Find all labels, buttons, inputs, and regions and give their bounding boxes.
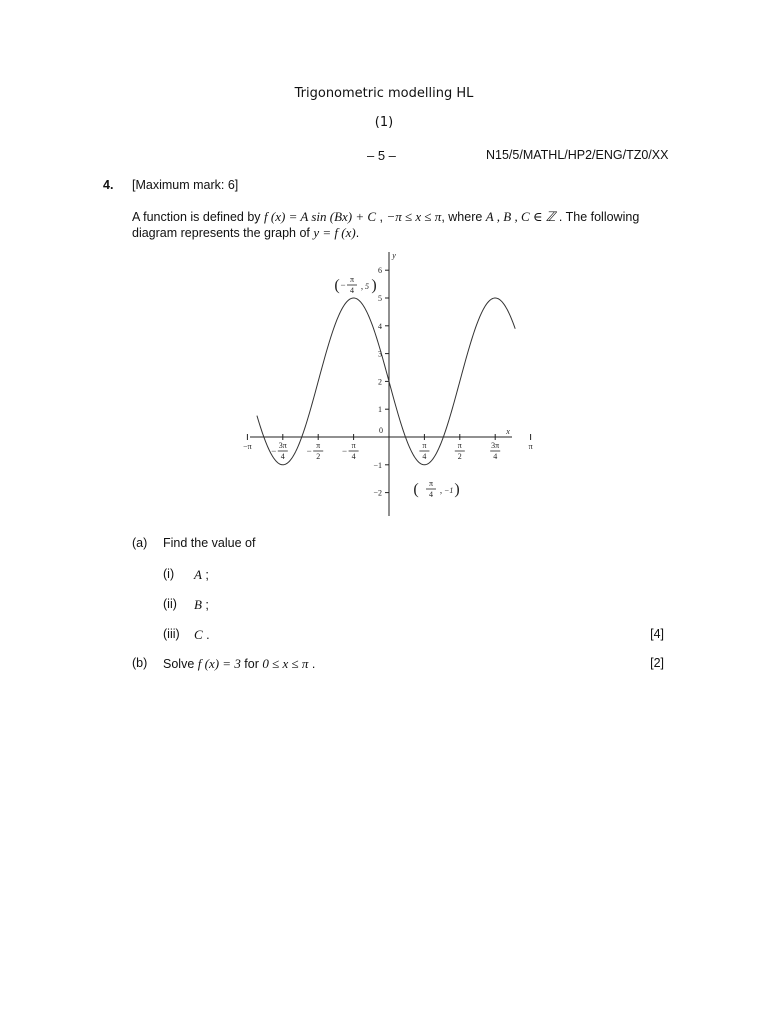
x-tick-label-den: 4 — [351, 452, 356, 461]
x-tick-label-num: π — [316, 441, 321, 450]
question-number: 4. — [103, 178, 114, 192]
x-tick-label-num: π — [422, 441, 427, 450]
x-tick-label-den: 2 — [316, 452, 321, 461]
paper-code: N15/5/MATHL/HP2/ENG/TZ0/XX — [486, 148, 669, 162]
x-tick-label: π — [528, 442, 533, 451]
x-tick-label-sign: − — [271, 446, 277, 456]
y-axis-label: y — [392, 251, 396, 260]
point-annotation-x-sign: − — [340, 280, 346, 290]
point-annotation-y: −1 — [444, 486, 454, 495]
y-tick-label: 1 — [378, 405, 382, 415]
part-a-iii-label: (iii) — [163, 627, 180, 641]
point-annotation-x-den: 4 — [350, 286, 354, 295]
document-title: Trigonometric modelling HL — [294, 86, 474, 101]
point-annotation-close-paren: ) — [454, 481, 460, 498]
x-axis-label: x — [506, 427, 510, 436]
point-annotation-open-paren: ( — [413, 481, 419, 498]
x-tick-label-sign: − — [306, 446, 312, 456]
x-tick-label-sign: − — [342, 446, 348, 456]
x-tick-label-den: 4 — [493, 452, 498, 461]
question-intro-line-1 — [132, 209, 639, 225]
x-tick-label-den: 4 — [422, 452, 427, 461]
suffix: ; — [201, 568, 209, 582]
variable-b: B — [194, 597, 202, 612]
x-tick-label-den: 2 — [457, 452, 462, 461]
suffix: . — [202, 628, 210, 642]
x-tick-label-num: π — [351, 441, 356, 450]
point-annotation-x-den: 4 — [429, 490, 433, 499]
y-tick-label: 5 — [378, 294, 382, 303]
point-annotation-comma: , — [360, 281, 364, 291]
question-intro-line-2 — [132, 225, 359, 241]
point-annotation-x-num: π — [349, 275, 355, 284]
intro-text: , — [376, 210, 387, 224]
part-a-text: Find the value of — [163, 536, 256, 550]
integer-condition: A , B , C ∈ ℤ — [485, 209, 556, 224]
point-annotation-close-paren: ) — [371, 277, 377, 294]
point-annotation-open-paren: ( — [334, 277, 340, 294]
point-annotation-comma: , — [439, 485, 443, 495]
x-tick-label-den: 4 — [280, 452, 285, 461]
intro-text: . The following — [555, 210, 640, 224]
part-b-label: (b) — [132, 656, 148, 670]
equation: f (x) = 3 — [197, 656, 241, 671]
variable-c: C — [194, 627, 203, 642]
part-a-label: (a) — [132, 536, 148, 550]
intro-text: A function is defined by — [132, 210, 265, 224]
part-b-text-c: . — [308, 657, 316, 671]
part-b-text — [163, 655, 315, 673]
part-a-ii-label: (ii) — [163, 597, 177, 611]
y-tick-label: −1 — [373, 460, 382, 470]
graph-equation: y = f (x) — [313, 225, 356, 240]
function-definition: f (x) = A sin (Bx) + C — [264, 209, 377, 224]
variable-a: A — [194, 567, 202, 582]
point-annotation-y: 5 — [365, 282, 369, 291]
intro-text: . — [355, 226, 360, 240]
part-b-marks: [2] — [650, 656, 664, 670]
question-max-marks: [Maximum mark: 6] — [132, 178, 239, 192]
function-graph — [243, 248, 533, 520]
part-b-text-a: Solve — [163, 657, 198, 671]
domain-condition: −π ≤ x ≤ π — [386, 209, 442, 224]
y-tick-label: 2 — [378, 377, 382, 387]
y-tick-label: 6 — [378, 266, 382, 276]
y-tick-label: −2 — [373, 488, 382, 498]
x-tick-label-num: 3π — [491, 441, 500, 450]
y-tick-label: 4 — [378, 321, 382, 331]
x-tick-label-num: 3π — [278, 441, 287, 450]
point-annotation-x-num: π — [428, 479, 434, 488]
interval: 0 ≤ x ≤ π — [262, 656, 309, 671]
intro-text: diagram represents the graph of — [132, 226, 314, 240]
part-a-ii-text — [194, 596, 209, 614]
part-a-iii-text — [194, 626, 210, 644]
part-a-i-text — [194, 566, 209, 584]
part-a-i-label: (i) — [163, 567, 175, 581]
y-tick-label: 3 — [378, 349, 382, 359]
intro-text: , where — [441, 210, 486, 224]
part-a-marks: [4] — [650, 627, 664, 641]
x-tick-label: −π — [243, 442, 252, 451]
suffix: ; — [201, 598, 209, 612]
document-number: (1) — [374, 115, 394, 130]
part-b-text-b: for — [240, 657, 263, 671]
x-tick-label-num: π — [457, 441, 462, 450]
page-number: – 5 – — [367, 148, 396, 163]
origin-label: 0 — [379, 426, 383, 435]
